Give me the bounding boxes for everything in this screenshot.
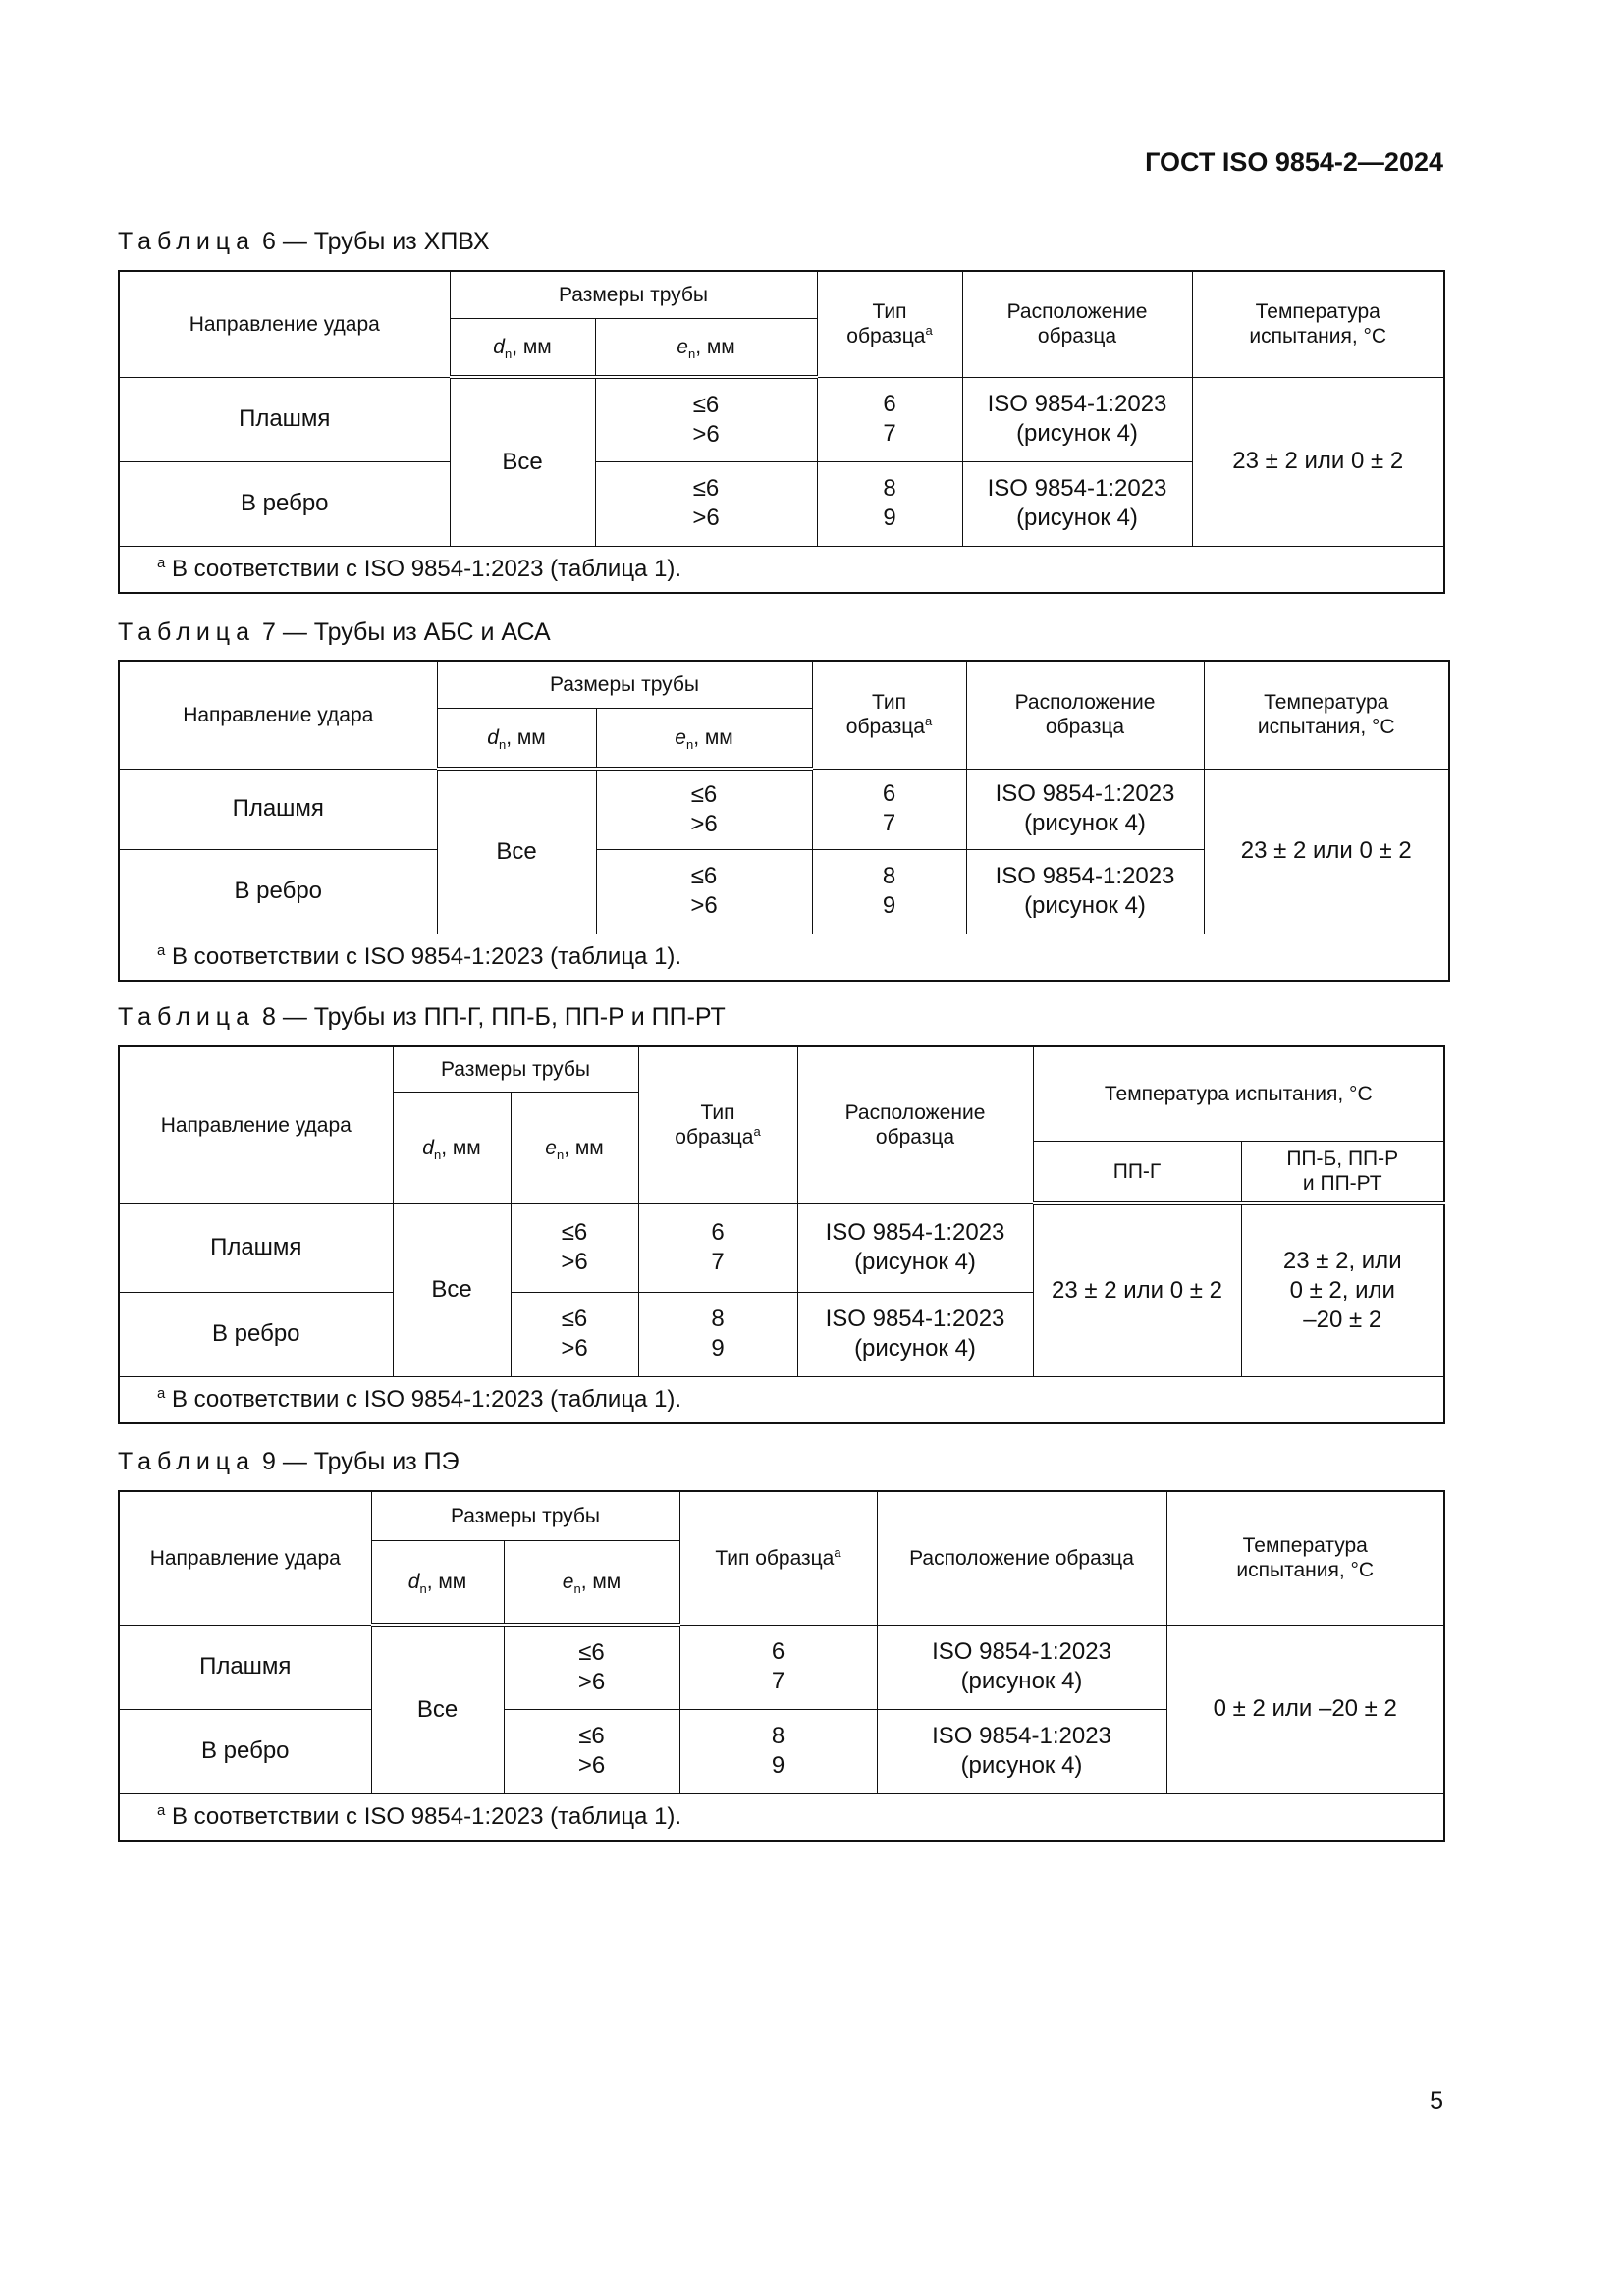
cell-dn-all: Все xyxy=(393,1203,511,1376)
cell-location-flat: ISO 9854-1:2023 (рисунок 4) xyxy=(877,1625,1166,1709)
table-8 xyxy=(118,1045,1445,1424)
table-7 xyxy=(118,660,1450,982)
header-dn: $d_n$, мм xyxy=(371,1540,504,1625)
header-en: $e_n$, мм xyxy=(504,1540,679,1625)
header-specimen-location: Расположение образца xyxy=(966,661,1204,769)
cell-dn-all: Все xyxy=(437,769,596,934)
header-specimen-type: Тип образца$^a$ xyxy=(638,1046,797,1203)
row-edge-label: В ребро xyxy=(119,461,450,546)
cell-type-edge: 8 9 xyxy=(638,1292,797,1376)
header-specimen-location: Расположение образца xyxy=(797,1046,1033,1203)
cell-en-edge: ≤6 >6 xyxy=(504,1709,679,1793)
header-impact-direction: Направление удара xyxy=(119,271,450,377)
cell-type-edge: 8 9 xyxy=(812,849,966,934)
cell-type-edge: 8 9 xyxy=(679,1709,877,1793)
cell-dn-all: Все xyxy=(371,1625,504,1793)
table-6-caption xyxy=(118,228,490,256)
header-specimen-type: Тип образца$^a$ xyxy=(812,661,966,769)
row-flat-label: Плашмя xyxy=(119,377,450,461)
header-en: $e_n$, мм xyxy=(596,708,812,769)
cell-location-edge: ISO 9854-1:2023 (рисунок 4) xyxy=(962,461,1192,546)
cell-en-edge: ≤6 >6 xyxy=(511,1292,638,1376)
cell-en-flat: ≤6 >6 xyxy=(595,377,817,461)
row-edge-label: В ребро xyxy=(119,849,437,934)
cell-type-edge: 8 9 xyxy=(817,461,962,546)
cell-en-flat: ≤6 >6 xyxy=(504,1625,679,1709)
cell-location-edge: ISO 9854-1:2023 (рисунок 4) xyxy=(966,849,1204,934)
header-test-temperature: Температура испытания, °C xyxy=(1204,661,1449,769)
header-temp-pp-g: ПП-Г xyxy=(1033,1141,1241,1203)
table-9 xyxy=(118,1490,1445,1842)
cell-en-edge: ≤6 >6 xyxy=(595,461,817,546)
header-specimen-type: Тип образца$^a$ xyxy=(679,1491,877,1625)
row-flat-label: Плашмя xyxy=(119,1625,371,1709)
cell-location-flat: ISO 9854-1:2023 (рисунок 4) xyxy=(962,377,1192,461)
header-impact-direction: Направление удара xyxy=(119,661,437,769)
row-edge-label: В ребро xyxy=(119,1292,393,1376)
table-word: Таблица xyxy=(118,618,256,646)
table-word: Таблица xyxy=(118,1003,256,1031)
table-footnote: $^a$ В соответствии с ISO 9854-1:2023 (таблица 1). xyxy=(119,546,1444,593)
header-pipe-size: Размеры трубы xyxy=(450,271,817,318)
header-test-temperature: Температура испытания, °C xyxy=(1166,1491,1444,1625)
cell-temperature: 0 ± 2 или –20 ± 2 xyxy=(1166,1625,1444,1793)
header-test-temperature: Температура испытания, °C xyxy=(1192,271,1444,377)
table-7-caption xyxy=(118,618,551,647)
cell-temperature: 23 ± 2 или 0 ± 2 xyxy=(1192,377,1444,546)
header-pipe-size: Размеры трубы xyxy=(437,661,812,708)
cell-dn-all: Все xyxy=(450,377,595,546)
table-word: Таблица xyxy=(118,1448,256,1475)
document-code: ГОСТ ISO 9854-2—2024 xyxy=(1145,147,1443,177)
header-temp-pp-b-r-rt: ПП-Б, ПП-Р и ПП-РТ xyxy=(1241,1141,1444,1203)
table-7-title: 7 — Трубы из АБС и АСА xyxy=(261,618,551,646)
header-specimen-location: Расположение образца xyxy=(962,271,1192,377)
cell-en-flat: ≤6 >6 xyxy=(596,769,812,849)
cell-type-flat: 6 7 xyxy=(812,769,966,849)
header-en: $e_n$, мм xyxy=(595,318,817,377)
table-footnote: $^a$ В соответствии с ISO 9854-1:2023 (таблица 1). xyxy=(119,934,1449,981)
cell-location-edge: ISO 9854-1:2023 (рисунок 4) xyxy=(877,1709,1166,1793)
header-dn: $d_n$, мм xyxy=(450,318,595,377)
cell-temperature-pp-b-r-rt: 23 ± 2, или 0 ± 2, или –20 ± 2 xyxy=(1241,1203,1444,1376)
cell-en-edge: ≤6 >6 xyxy=(596,849,812,934)
cell-type-flat: 6 7 xyxy=(679,1625,877,1709)
row-flat-label: Плашмя xyxy=(119,769,437,849)
table-word: Таблица xyxy=(118,228,256,255)
table-9-title: 9 — Трубы из ПЭ xyxy=(261,1448,460,1475)
header-specimen-type: Тип образца$^a$ xyxy=(817,271,962,377)
cell-location-edge: ISO 9854-1:2023 (рисунок 4) xyxy=(797,1292,1033,1376)
header-impact-direction: Направление удара xyxy=(119,1491,371,1625)
table-6-title: 6 — Трубы из ХПВХ xyxy=(261,228,490,255)
row-flat-label: Плашмя xyxy=(119,1203,393,1292)
header-dn: $d_n$, мм xyxy=(437,708,596,769)
cell-type-flat: 6 7 xyxy=(817,377,962,461)
page-number: 5 xyxy=(1430,2087,1443,2114)
header-dn: $d_n$, мм xyxy=(393,1092,511,1203)
table-footnote: $^a$ В соответствии с ISO 9854-1:2023 (таблица 1). xyxy=(119,1376,1444,1423)
table-8-title: 8 — Трубы из ПП-Г, ПП-Б, ПП-Р и ПП-РТ xyxy=(261,1003,726,1031)
header-specimen-location: Расположение образца xyxy=(877,1491,1166,1625)
header-test-temperature: Температура испытания, °C xyxy=(1033,1046,1444,1141)
table-6 xyxy=(118,270,1445,594)
row-edge-label: В ребро xyxy=(119,1709,371,1793)
cell-temperature: 23 ± 2 или 0 ± 2 xyxy=(1204,769,1449,934)
table-9-caption xyxy=(118,1448,460,1476)
cell-type-flat: 6 7 xyxy=(638,1203,797,1292)
table-footnote: $^a$ В соответствии с ISO 9854-1:2023 (таблица 1). xyxy=(119,1793,1444,1841)
table-8-caption xyxy=(118,1003,726,1032)
cell-en-flat: ≤6 >6 xyxy=(511,1203,638,1292)
header-pipe-size: Размеры трубы xyxy=(393,1046,638,1092)
cell-location-flat: ISO 9854-1:2023 (рисунок 4) xyxy=(797,1203,1033,1292)
header-impact-direction: Направление удара xyxy=(119,1046,393,1203)
cell-location-flat: ISO 9854-1:2023 (рисунок 4) xyxy=(966,769,1204,849)
cell-temperature-pp-g: 23 ± 2 или 0 ± 2 xyxy=(1033,1203,1241,1376)
header-en: $e_n$, мм xyxy=(511,1092,638,1203)
header-pipe-size: Размеры трубы xyxy=(371,1491,679,1540)
